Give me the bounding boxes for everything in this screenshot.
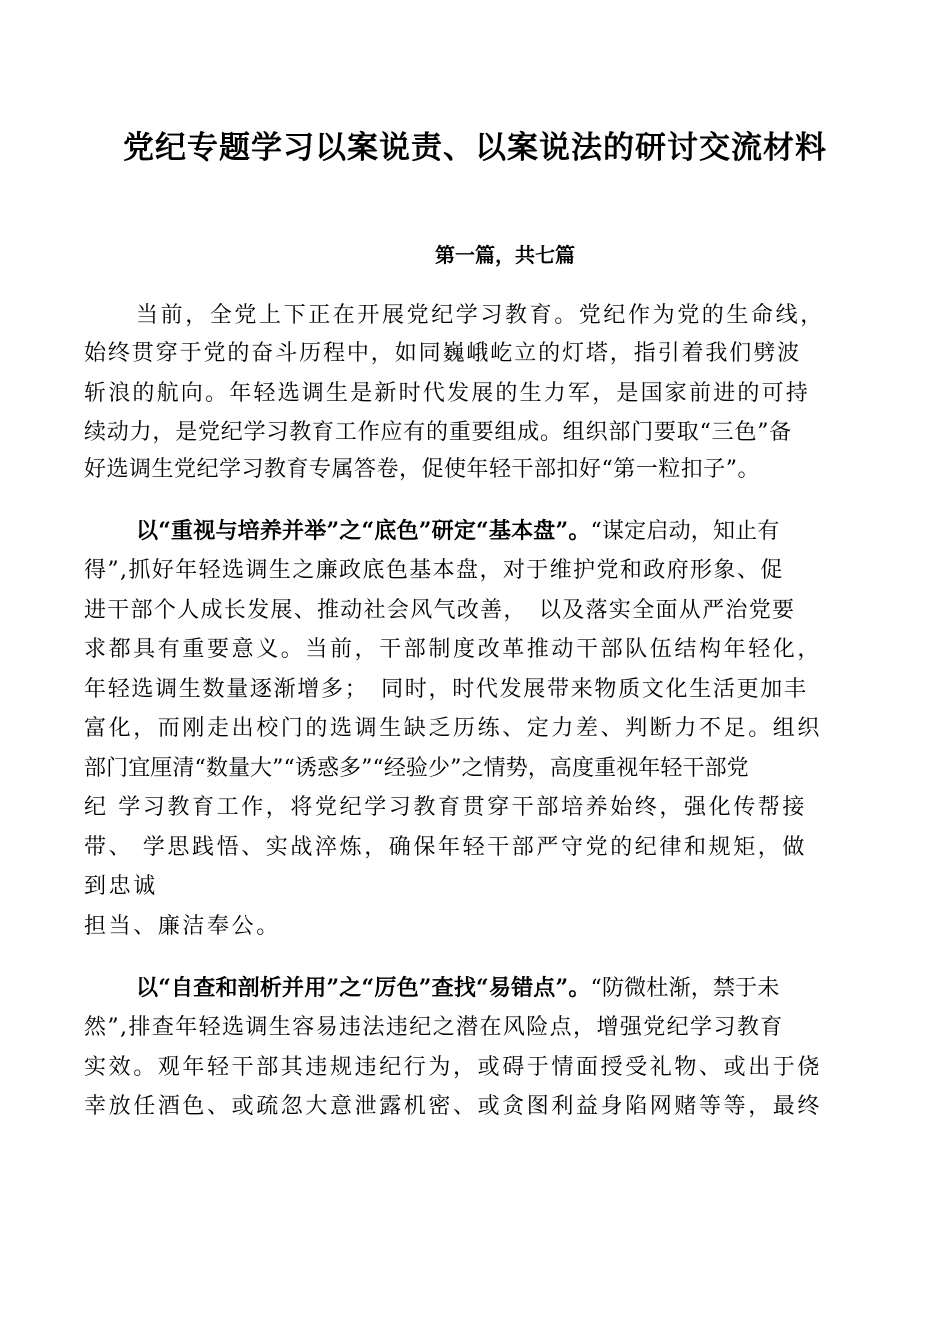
paragraph-2-line-11: 担当、廉洁奉公。 <box>84 914 281 939</box>
paragraph-2-line-1-rest: “谋定启动，知止有 <box>590 519 780 544</box>
paragraph-2-line-4: 求都具有重要意义。当前，干部制度改革推动干部队伍结构年轻化， <box>84 637 823 662</box>
paragraph-2-line-7: 部门宜厘清“数量大”“诱惑多”“经验少”之情势，高度重视年轻干部党 <box>84 756 749 781</box>
paragraph-2-line-5: 年轻选调生数量逐渐增多； 同时，时代发展带来物质文化生活更加丰 <box>84 677 808 702</box>
paragraph-3-line-4: 幸放任酒色、或疏忽大意泄露机密、或贪图利益身陷网赌等等，最终 <box>84 1094 823 1119</box>
paragraph-2-line-10: 到忠诚 <box>84 874 158 899</box>
paragraph-2-line-6: 富化，而刚走出校门的选调生缺乏历练、定力差、判断力不足。组织 <box>84 716 823 741</box>
paragraph-1-line-3: 斩浪的航向。年轻选调生是新时代发展的生力军，是国家前进的可持 <box>84 381 811 406</box>
document-title: 党纪专题学习以案说责、以案说法的研讨交流材料 <box>123 130 827 166</box>
paragraph-1-line-1: 当前，全党上下正在开展党纪学习教育。党纪作为党的生命线， <box>136 303 825 328</box>
paragraph-3-heading: 以“自查和剖析并用”之“厉色”查找“易错点”。 <box>136 975 591 1001</box>
paragraph-1-line-5: 好选调生党纪学习教育专属答卷，促使年轻干部扣好“第一粒扣子”。 <box>84 457 760 482</box>
paragraph-2-line-2: 得”,抓好年轻选调生之廉政底色基本盘，对于维护党和政府形象、促 <box>84 558 784 583</box>
paragraph-2-line-8: 纪 学习教育工作，将党纪学习教育贯穿干部培养始终，强化传帮接 <box>84 795 807 820</box>
paragraph-3-line-1-rest: “防微杜渐，禁于未 <box>590 976 780 1001</box>
paragraph-3-line-2: 然”,排查年轻选调生容易违法违纪之潜在风险点，增强党纪学习教育 <box>84 1015 784 1040</box>
paragraph-2-line-3: 进干部个人成长发展、推动社会风气改善， 以及落实全面从严治党要 <box>84 598 796 623</box>
paragraph-1-line-4: 续动力，是党纪学习教育工作应有的重要组成。组织部门要取“三色”备 <box>84 420 793 445</box>
paragraph-3-line-3: 实效。观年轻干部其违规违纪行为，或碍于情面授受礼物、或出于侥 <box>84 1055 823 1080</box>
document-subtitle: 第一篇，共七篇 <box>435 243 575 267</box>
paragraph-3-line-1 <box>136 972 780 1005</box>
paragraph-2-line-1 <box>136 515 780 548</box>
paragraph-2-line-9: 带、 学思践悟、实战淬炼，确保年轻干部严守党的纪律和规矩，做 <box>84 835 807 860</box>
paragraph-1-line-2: 始终贯穿于党的奋斗历程中，如同巍峨屹立的灯塔，指引着我们劈波 <box>84 341 802 366</box>
paragraph-2-heading: 以“重视与培养并举”之“底色”研定“基本盘”。 <box>136 518 591 544</box>
